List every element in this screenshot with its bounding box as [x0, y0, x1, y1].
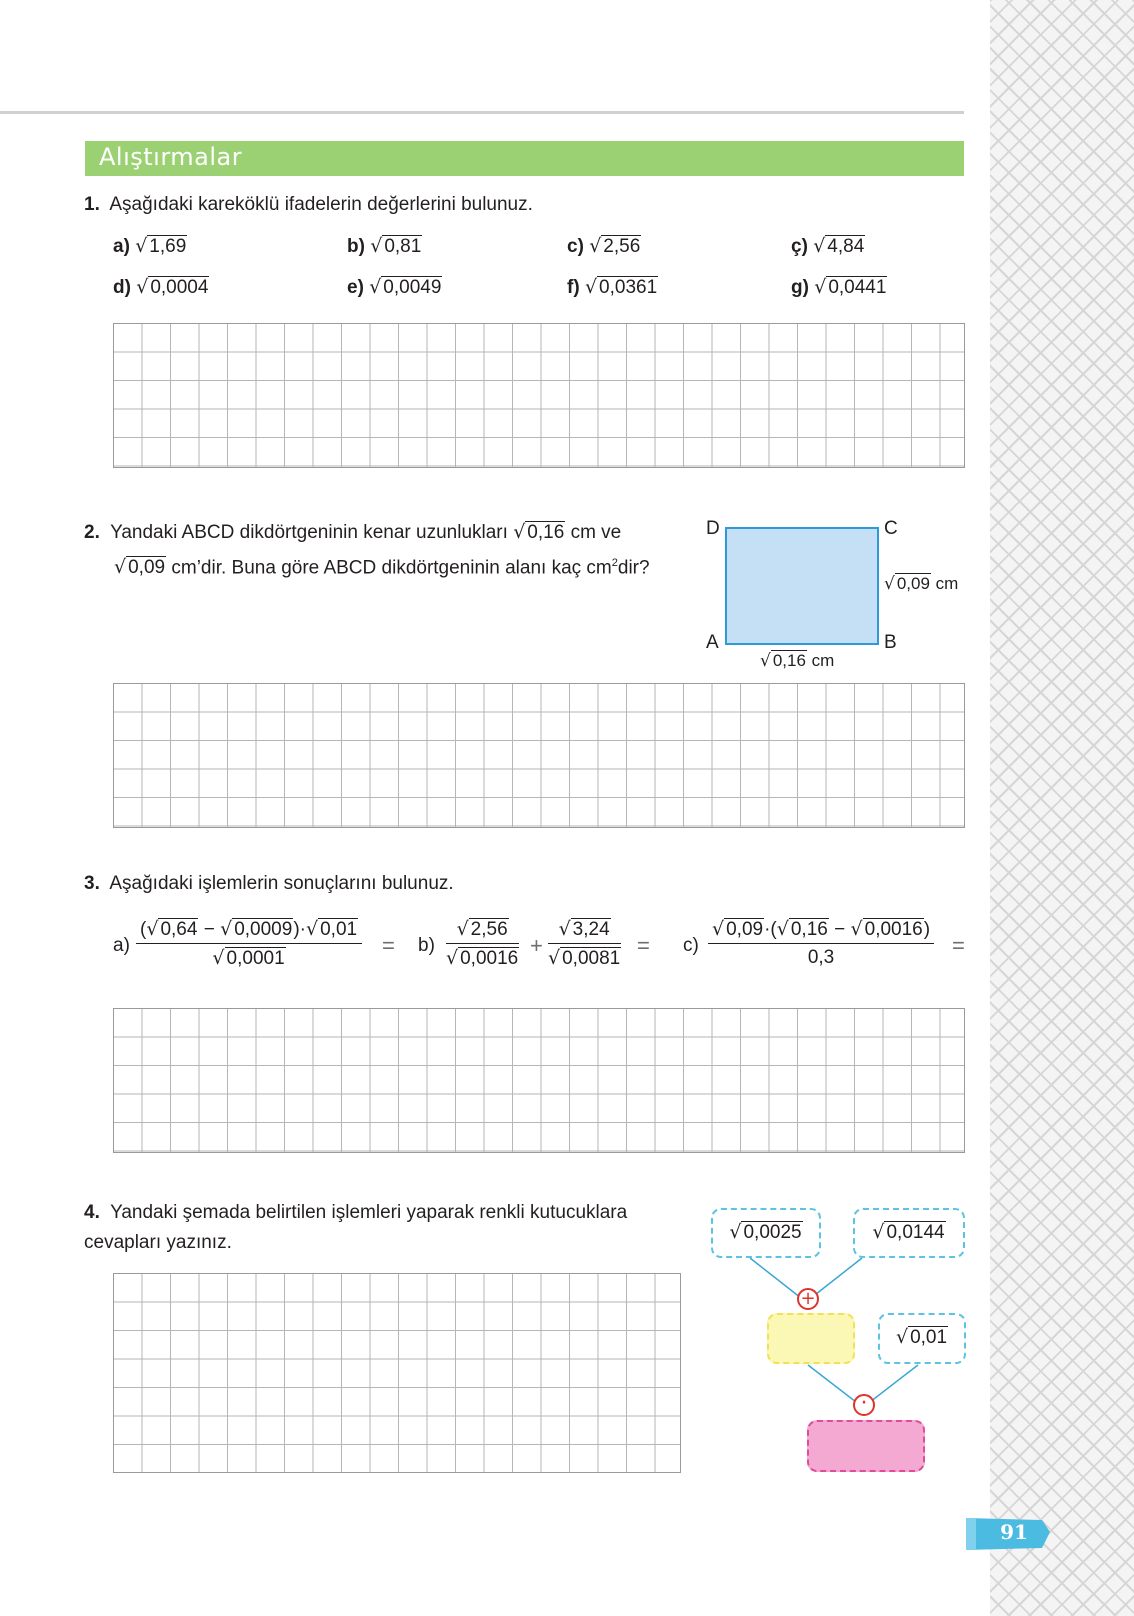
vertex-c: C [884, 518, 898, 539]
answer-grid-1[interactable] [113, 323, 965, 468]
sqrt-expression: √ 0,16 [513, 521, 565, 543]
diagram-box-2: √ 0,0144 [853, 1208, 965, 1258]
question-text: Aşağıdaki işlemlerin sonuçlarını bulunuz. [109, 873, 454, 894]
question-4 [84, 1198, 684, 1258]
diagram-box-1: √ 0,0025 [711, 1208, 821, 1258]
multiply-operator-icon: · [853, 1394, 875, 1416]
question-number: 4. [84, 1202, 100, 1223]
side-ab-length: √ 0,16 cm [760, 651, 835, 671]
answer-box-pink[interactable] [807, 1420, 925, 1472]
sqrt-expression: √ 2,56 [589, 235, 641, 257]
vertex-b: B [884, 632, 897, 653]
side-bc-length: √ 0,09 cm [884, 574, 959, 594]
q3b-label: b) [418, 935, 435, 956]
rectangle-abcd [725, 527, 879, 645]
q3c-fraction: $\frac{√ 0,09\cdot(√ 0,16 - √ 0,0016)}{0,3}$ [708, 918, 934, 969]
q3b-fraction-2: $\frac{√ 3,24}{√ 0,0081}$ [548, 918, 621, 969]
q1-item-cc: ç) √ 4,84 [791, 235, 865, 257]
equals-sign: = [637, 933, 650, 958]
sqrt-expression: √ 1,69 [135, 235, 187, 257]
side-pattern [990, 0, 1134, 1616]
section-title: Alıştırmalar [99, 143, 243, 171]
q3a-label: a) [113, 935, 130, 956]
question-number: 1. [84, 194, 100, 215]
question-text: Yandaki şemada belirtilen işlemleri yaparak renkli kutucuklara cevapları yazınız. [84, 1202, 628, 1253]
page-number: 91 [1000, 1520, 1028, 1544]
q1-item-e: e) √ 0,0049 [347, 276, 442, 298]
question-text: Aşağıdaki kareköklü ifadelerin değerlerini bulunuz. [109, 194, 533, 215]
q1-item-f: f) √ 0,0361 [567, 276, 658, 298]
q1-item-b: b) √ 0,81 [347, 235, 422, 257]
equals-sign: = [952, 933, 965, 958]
sqrt-expression: √ 0,0361 [584, 276, 658, 298]
equals-sign: = [382, 933, 395, 958]
plus-operator-icon: + [797, 1288, 819, 1310]
q3a-fraction: $\frac{(√ 0,64 - √ 0,0009)\cdot√ 0,01}{√ 0,0001}$ [136, 918, 362, 970]
answer-grid-2[interactable] [113, 683, 965, 828]
question-1 [84, 190, 533, 220]
answer-grid-4[interactable] [113, 1273, 681, 1473]
sqrt-expression: √ 0,0049 [369, 276, 442, 298]
sqrt-expression: √ 0,0441 [814, 276, 887, 298]
q1-item-d: d) √ 0,0004 [113, 276, 209, 298]
answer-box-yellow[interactable] [767, 1313, 855, 1364]
sqrt-expression: √ 4,84 [813, 235, 865, 257]
section-banner [85, 141, 964, 176]
question-number: 3. [84, 873, 100, 894]
sqrt-expression: √ 0,0004 [136, 276, 209, 298]
q3b-fraction-1: $\frac{√ 2,56}{√ 0,0016}$ [446, 918, 519, 969]
question-3 [84, 869, 454, 899]
sqrt-expression: √ 0,09 [114, 556, 166, 579]
header-rule [0, 111, 964, 114]
question-2: 2. Yandaki ABCD dikdörtgeninin kenar uzunlukları √ 0,16 cm ve √ 0,09 cm’dir. Buna göre ABCD dikdörtgeninin alanı kaç $cm^2dir$? [84, 517, 684, 583]
answer-grid-3[interactable] [113, 1008, 965, 1153]
vertex-d: D [706, 518, 720, 539]
q1-item-a: a) √ 1,69 [113, 235, 187, 257]
diagram-box-3: √ 0,01 [878, 1313, 966, 1364]
question-number: 2. [84, 522, 100, 543]
q3c-label: c) [683, 935, 699, 956]
q1-item-c: c) √ 2,56 [567, 235, 641, 257]
sqrt-expression: √ 0,81 [370, 235, 422, 257]
vertex-a: A [706, 632, 719, 653]
plus-sign: + [530, 933, 543, 958]
q1-item-g: g) √ 0,0441 [791, 276, 887, 298]
